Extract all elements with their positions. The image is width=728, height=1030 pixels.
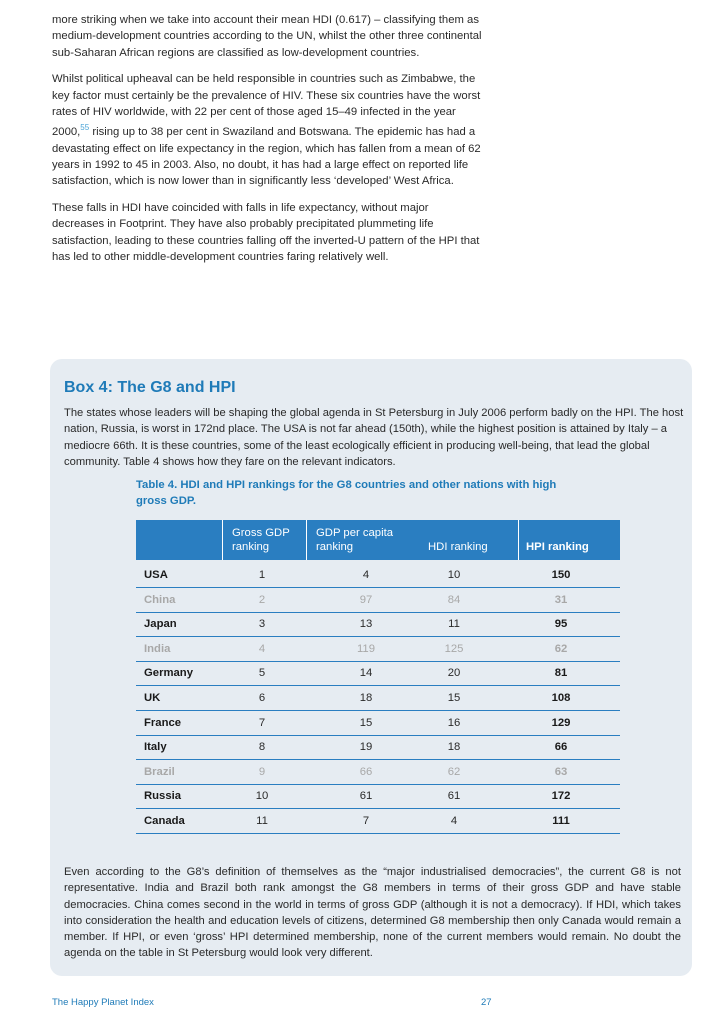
hdi-ranking-cell: 11 (448, 618, 460, 631)
hpi-ranking-cell: 172 (551, 790, 571, 803)
hpi-ranking-cell: 95 (554, 618, 568, 631)
gdppc-ranking-cell: 19 (359, 741, 373, 754)
page-number: 27 (481, 997, 492, 1008)
hdi-ranking-cell: 4 (450, 815, 458, 827)
gdppc-ranking-cell: 18 (359, 692, 373, 704)
hdi-ranking-cell: 61 (447, 790, 461, 803)
table-header (136, 520, 620, 560)
table-row (136, 810, 620, 834)
gdp-ranking-cell: 6 (258, 692, 266, 704)
table-row (136, 736, 620, 760)
hdi-ranking-cell: 18 (447, 741, 461, 754)
hpi-ranking-cell: 129 (551, 716, 571, 729)
table-row (136, 589, 620, 613)
intro-paragraph-2 (52, 71, 482, 190)
gdppc-ranking-cell: 4 (362, 569, 370, 581)
header-divider (518, 520, 519, 560)
intro-paragraph-1: more striking when we take into account their mean HDI (0.617) – classifying them as medium-development countries according to the UN, whilst the other three continental sub-Saharan African regions are classified as low-development countries. (52, 14, 482, 59)
header-hpi-ranking: HPI ranking (526, 541, 589, 553)
gdppc-ranking-cell: 7 (362, 815, 370, 827)
hdi-ranking-cell: 16 (447, 716, 461, 729)
header-gdp-per-capita-line1: GDP per capita (316, 527, 394, 539)
gdp-ranking-cell: 3 (258, 618, 266, 631)
g8-box (50, 359, 692, 976)
hpi-ranking-cell: 31 (554, 593, 568, 606)
table-row (136, 564, 620, 588)
header-divider (222, 520, 223, 560)
country-cell: Germany (144, 667, 193, 680)
footnote-reference[interactable]: 55 (80, 123, 90, 133)
gdp-ranking-cell: 2 (258, 593, 266, 606)
hdi-ranking-cell: 84 (447, 593, 461, 606)
gdp-ranking-cell: 8 (258, 741, 266, 754)
intro-text (52, 12, 482, 275)
gdppc-ranking-cell: 13 (359, 618, 373, 631)
gdp-ranking-cell: 11 (256, 815, 268, 827)
box-conclusion: Even according to the G8’s definition of themselves as the “major industrialised democracies”, the current G8 is not representative. India and Brazil both rank amongst the G8 members in terms of their gross GDP and have stable democracies. China comes second in the world in terms of gross GDP (although it is not a democracy). If HDI, which takes into consideration the health and education levels of citizens, determined G8 membership then only Canada would remain a member. If HPI, or even ‘gross’ HPI determined membership, none of the current members would remain. No doubt the agenda on the table in St Petersburg would look very different. (64, 866, 681, 960)
box-title: Box 4: The G8 and HPI (64, 379, 236, 396)
table-row (136, 785, 620, 809)
hdi-ranking-cell: 15 (447, 692, 461, 704)
table-row (136, 712, 620, 736)
table-row (136, 662, 620, 686)
hpi-ranking-cell: 63 (554, 765, 568, 778)
gdppc-ranking-cell: 15 (359, 716, 373, 729)
footer-publication-title: The Happy Planet Index (52, 997, 154, 1008)
hpi-ranking-cell: 62 (554, 642, 568, 655)
box-intro: The states whose leaders will be shaping the global agenda in St Petersburg in July 2006 perform badly on the HPI. The host nation, Russia, is worst in 172nd place. The USA is not far ahead (150th), while the highest position is attained by Italy – a mediocre 66th. It is these countries, some of the least ecologically efficient in producing well-being, that lead the global community. Table 4 shows how they fare on the relevant indicators. (64, 407, 684, 468)
country-cell: France (144, 716, 182, 729)
country-cell: Russia (144, 790, 182, 803)
country-cell: UK (144, 692, 161, 704)
hpi-ranking-cell: 150 (551, 569, 571, 581)
header-divider (306, 520, 307, 560)
hdi-ranking-cell: 20 (447, 667, 461, 680)
table-row (136, 638, 620, 662)
intro-paragraph-3: These falls in HDI have coincided with falls in life expectancy, without major decreases in Footprint. They have also probably precipitated plummeting life satisfaction, leading to these countries falling off the inverted-U pattern of the HPI that has led to other middle-development countries faring relatively well. (52, 201, 480, 264)
country-cell: Brazil (144, 765, 175, 778)
gdp-ranking-cell: 7 (258, 716, 266, 729)
header-hdi-ranking: HDI ranking (428, 541, 488, 553)
gdp-ranking-cell: 1 (258, 569, 266, 581)
table-row (136, 687, 620, 711)
hdi-ranking-cell: 62 (447, 765, 461, 778)
gdppc-ranking-cell: 66 (359, 765, 373, 778)
header-gross-gdp (232, 526, 290, 554)
intro-paragraph-2-start: Whilst political upheaval can be held responsible in countries such as Zimbabwe, the key factor must certainly be the prevalence of HIV. These six countries have the worst rates of HIV worldwide, with 22 per cent of those aged 15–49 infected in the year 2000, (52, 73, 481, 139)
table-row (136, 761, 620, 785)
hdi-ranking-cell: 125 (444, 642, 464, 655)
hpi-ranking-cell: 81 (554, 667, 568, 680)
country-cell: USA (144, 569, 168, 581)
table-caption: Table 4. HDI and HPI rankings for the G8 countries and other nations with high gross GDP. (136, 479, 557, 507)
country-cell: Canada (144, 815, 185, 827)
hpi-ranking-cell: 108 (551, 692, 571, 704)
country-cell: India (144, 642, 171, 655)
gdp-ranking-cell: 9 (258, 765, 266, 778)
hdi-ranking-cell: 10 (447, 569, 461, 581)
country-cell: China (144, 593, 176, 606)
table-row (136, 613, 620, 637)
country-cell: Japan (144, 618, 177, 631)
gdppc-ranking-cell: 61 (359, 790, 373, 803)
gdp-ranking-cell: 4 (258, 642, 266, 655)
header-gdp-per-capita (316, 526, 393, 554)
gdp-ranking-cell: 10 (255, 790, 269, 803)
gdppc-ranking-cell: 14 (359, 667, 373, 680)
gdp-ranking-cell: 5 (258, 667, 266, 680)
hpi-ranking-cell: 111 (552, 815, 570, 827)
intro-paragraph-2-end: rising up to 38 per cent in Swaziland and Botswana. The epidemic has had a devastating effect on life expectancy in the region, which has fallen from a mean of 62 years in 1992 to 45 in 2003. Also, no doubt, it has had a large effect on reported life satisfaction, which is now lower than in significantly less ‘developed’ West Africa. (52, 126, 481, 188)
header-gross-gdp-line2: ranking (232, 541, 270, 553)
gdppc-ranking-cell: 119 (356, 642, 375, 655)
header-gross-gdp-line1: Gross GDP (232, 527, 290, 539)
hpi-ranking-cell: 66 (554, 741, 568, 754)
header-gdp-per-capita-line2: ranking (316, 541, 354, 553)
country-cell: Italy (144, 741, 167, 754)
gdppc-ranking-cell: 97 (359, 593, 373, 606)
